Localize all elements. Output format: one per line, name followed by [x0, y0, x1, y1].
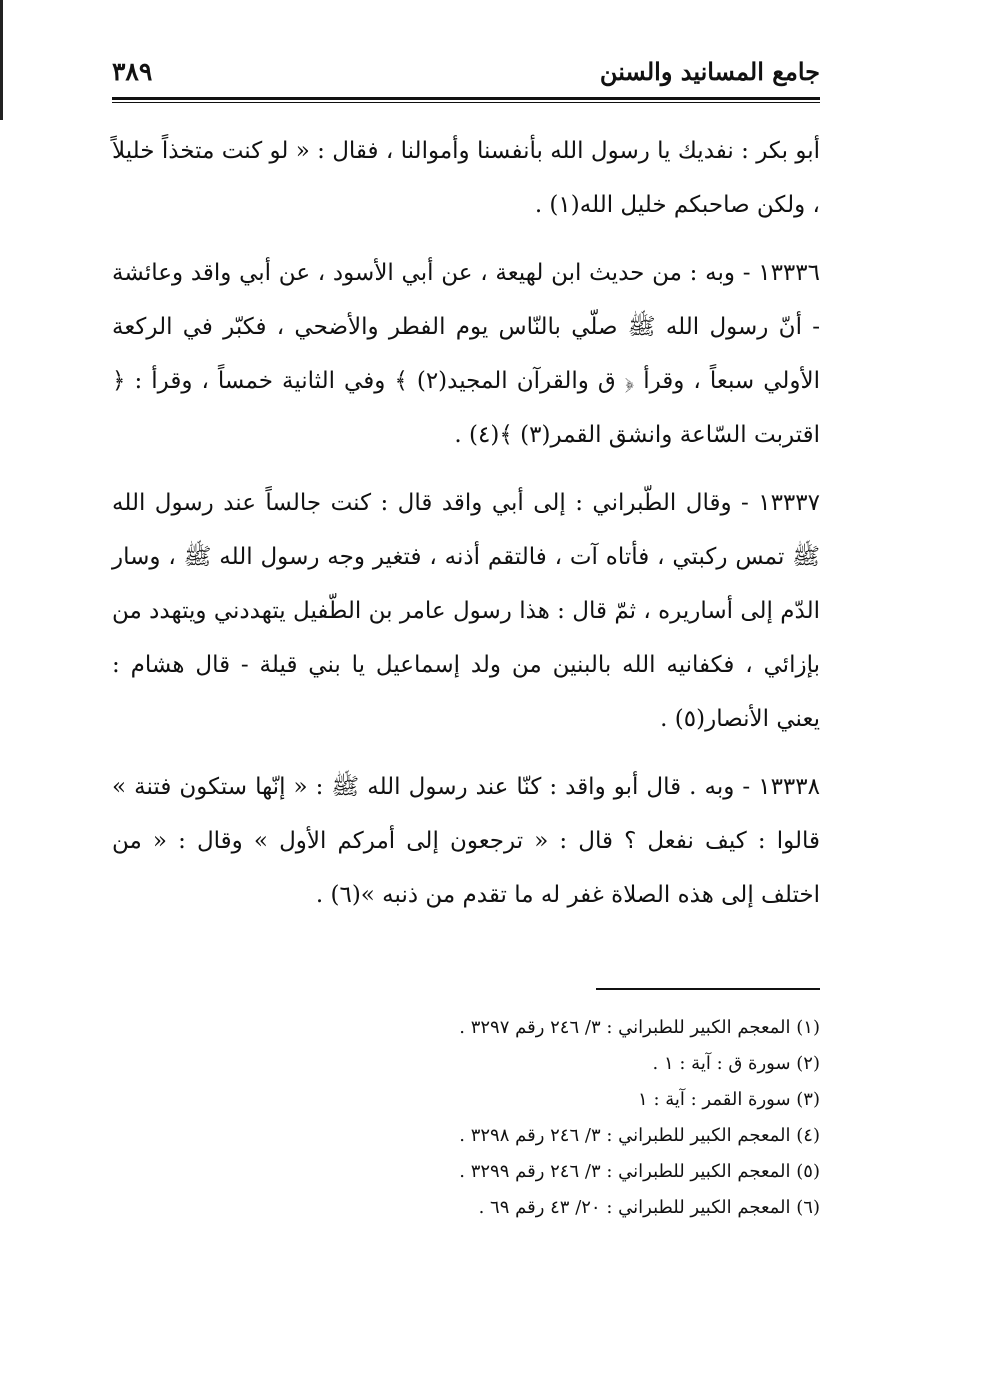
header-rule: [112, 97, 820, 103]
footnote-2: (٢) سورة ق : آية : ١ .: [652, 1053, 820, 1074]
hadith-13337: ١٣٣٣٧ - وقال الطّبراني : إلى أبي واقد قال : كنت جالساً عند رسول الله ﷺ تمس ركبتي ، فأتاه آت ، فالتقم أذنه ، فتغير وجه رسول الله ﷺ ، وسار الدّم إلى أساريره ، ثمّ قال : هذا رسول عامر بن الطّفيل يتهددني ويتهدد من بإزائي ، فكفانيه الله بالبنين من ولد إسماعيل يا بني قيلة - قال هشام : يعني الأنصار(٥) .: [112, 490, 820, 732]
footnote-6: (٦) المعجم الكبير للطبراني : ٢٠/ ٤٣ رقم ٦٩ .: [478, 1197, 820, 1218]
page-number: ٣٨٩: [112, 56, 153, 86]
footnote-5: (٥) المعجم الكبير للطبراني : ٣/ ٢٤٦ رقم ٣٢٩٩ .: [459, 1161, 820, 1182]
page-edge-bar: [0, 0, 3, 120]
footnote-separator: [596, 988, 820, 990]
footnotes-list: [112, 1010, 820, 1226]
body-text: [112, 124, 820, 936]
page-header: [112, 48, 820, 94]
hadith-13338: ١٣٣٣٨ - وبه . قال أبو واقد : كنّا عند رسول الله ﷺ : « إنّها ستكون فتنة » قالوا : كيف نفعل ؟ قال : « ترجعون إلى أمركم الأول » وقال : « من اختلف إلى هذه الصلاة غفر له ما تقدم من ذنبه »(٦) .: [112, 774, 820, 908]
running-title: جامع المسانيد والسنن: [599, 56, 820, 86]
hadith-13336: ١٣٣٣٦ - وبه : من حديث ابن لهيعة ، عن أبي الأسود ، عن أبي واقد وعائشة - أنّ رسول الله ﷺ صلّي بالنّاس يوم الفطر والأضحي ، فكبّر في الركعة الأولي سبعاً ، وقرأ ﴿ ق والقرآن المجيد(٢) ﴾ وفي الثانية خمساً ، وقرأ : ﴿ اقتربت السّاعة وانشق القمر(٣) ﴾(٤) .: [112, 260, 820, 448]
footnote-4: (٤) المعجم الكبير للطبراني : ٣/ ٢٤٦ رقم ٣٢٩٨ .: [459, 1125, 820, 1146]
footnote-3: (٣) سورة القمر : آية : ١: [638, 1089, 820, 1110]
paragraph-continuation: أبو بكر : نفديك يا رسول الله بأنفسنا وأموالنا ، فقال : « لو كنت متخذاً خليلاً ، ولكن صاحبكم خليل الله(١) .: [112, 138, 820, 218]
footnote-1: (١) المعجم الكبير للطبراني : ٣/ ٢٤٦ رقم ٣٢٩٧ .: [459, 1017, 820, 1038]
